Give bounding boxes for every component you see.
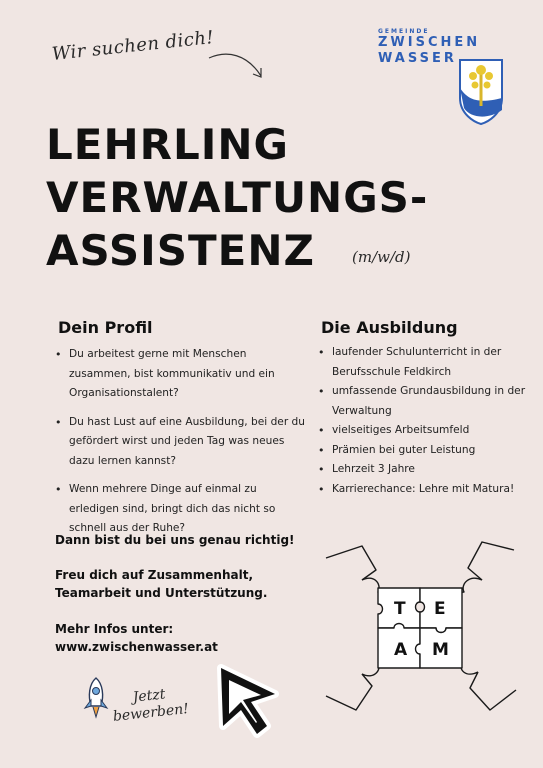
- gender-note: (m/w/d): [352, 248, 411, 266]
- list-item: • vielseitiges Arbeitsumfeld: [318, 421, 528, 441]
- ausbildung-section: [318, 318, 528, 499]
- arrow-curve-icon: [205, 44, 267, 84]
- puzzle-team-icon: [322, 540, 518, 720]
- apply-note: [110, 684, 189, 726]
- list-item: • laufender Schulunterricht in der Berufsschule Feldkirch: [318, 343, 528, 382]
- freu-line1: Freu dich auf Zusammenhalt,: [55, 568, 254, 582]
- apply-line1: Jetzt: [132, 686, 167, 706]
- logo-name-line1: ZWISCHEN: [378, 35, 481, 50]
- website-link[interactable]: www.zwischenwasser.at: [55, 640, 218, 654]
- ausbildung-list: [318, 343, 528, 499]
- rocket-icon: [81, 676, 111, 720]
- team-letter-e: E: [434, 599, 446, 619]
- closing-richtig: Dann bist du bei uns genau richtig!: [55, 533, 295, 547]
- more-info-label: Mehr Infos unter:: [55, 622, 174, 636]
- list-item: • Karrierechance: Lehre mit Matura!: [318, 480, 528, 500]
- profil-section: [55, 318, 305, 548]
- freu-line2: Teamarbeit und Unterstützung.: [55, 586, 268, 600]
- logo-name-line2: WASSER: [378, 51, 457, 66]
- ausbildung-heading: Die Ausbildung: [321, 318, 458, 337]
- list-item: • Wenn mehrere Dinge auf einmal zu erledigen sind, bringt dich das nicht so schnell aus der Ruhe?: [55, 480, 305, 539]
- team-letter-t: T: [394, 599, 406, 619]
- profil-heading: Dein Profil: [58, 318, 153, 337]
- tagline: Wir suchen dich!: [50, 27, 216, 65]
- team-letter-m: M: [432, 640, 449, 660]
- team-letter-a: A: [394, 640, 408, 660]
- list-item: • Du hast Lust auf eine Ausbildung, bei der du gefördert wirst und jeden Tag was neues dazu lernen kannst?: [55, 413, 305, 472]
- title-line2: VERWALTUNGS-: [46, 173, 429, 222]
- profil-list: [55, 345, 305, 539]
- crest-icon: [458, 58, 504, 126]
- list-item: • Lehrzeit 3 Jahre: [318, 460, 528, 480]
- cursor-icon: [215, 664, 281, 738]
- list-item: • Prämien bei guter Leistung: [318, 441, 528, 461]
- logo-gemeinde: GEMEINDE: [378, 28, 430, 35]
- closing-freu: [55, 566, 267, 602]
- title-line3: ASSISTENZ: [46, 226, 315, 275]
- more-info: [55, 620, 218, 656]
- title-line1: LEHRLING: [46, 120, 289, 169]
- list-item: • Du arbeitest gerne mit Menschen zusammen, bist kommunikativ und ein Organisationstalent?: [55, 345, 305, 404]
- municipality-logo: [378, 28, 518, 67]
- apply-line2: bewerben!: [112, 701, 190, 725]
- list-item: • umfassende Grundausbildung in der Verwaltung: [318, 382, 528, 421]
